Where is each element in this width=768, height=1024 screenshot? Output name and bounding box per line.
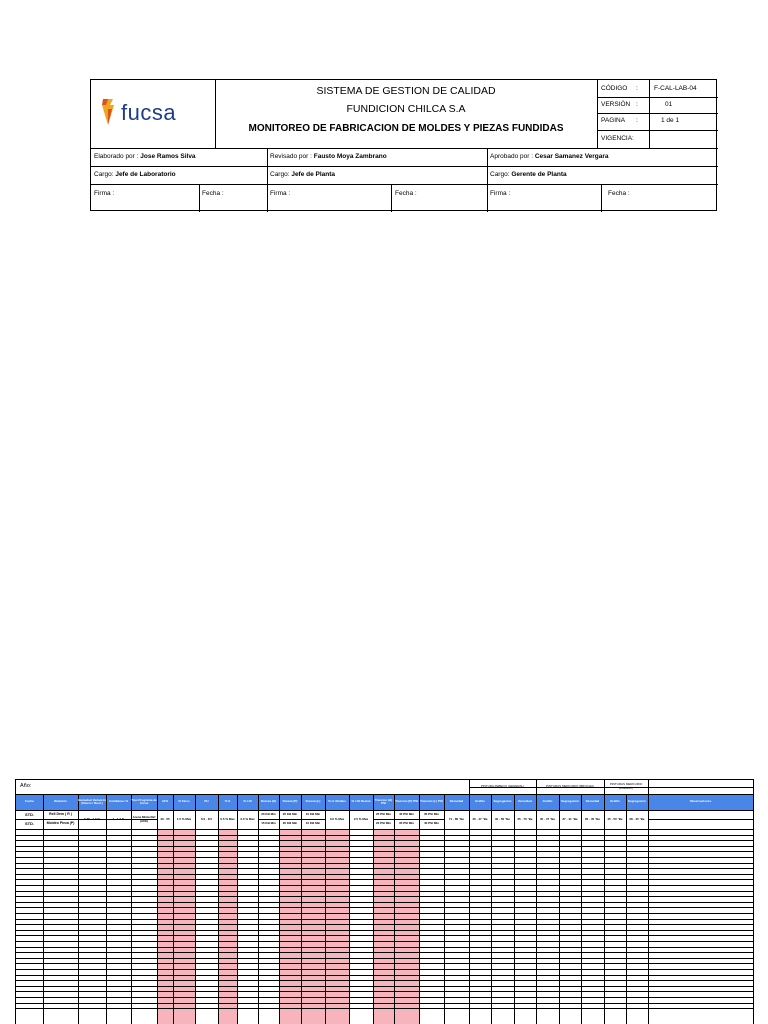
pagina-colon: : xyxy=(636,117,638,124)
table-row xyxy=(16,980,753,981)
fecha-field-1[interactable]: Fecha : xyxy=(202,190,224,197)
fecha-field-2[interactable]: Fecha : xyxy=(395,190,417,197)
std-value: 40 - 55 xyxy=(160,816,170,821)
table-row xyxy=(16,997,753,998)
highlight-column xyxy=(218,829,237,1024)
table-row xyxy=(16,863,753,864)
std-value: 10 KB Min xyxy=(305,821,321,826)
table-row xyxy=(16,919,753,920)
std-row-label: Rell Dem ( R ) xyxy=(49,811,72,816)
column-header: Densidad xyxy=(518,799,532,804)
version-value: 01 xyxy=(665,101,673,108)
column-header: % Finos xyxy=(178,799,190,804)
column-header: Grafito xyxy=(475,799,485,804)
column-header: Densidad xyxy=(585,799,600,804)
column-header: PH xyxy=(204,799,209,804)
column-header: Segregacion xyxy=(493,799,512,804)
highlight-column xyxy=(173,829,195,1024)
grid-line xyxy=(648,794,649,1024)
std-value: 35 PSI Min xyxy=(423,811,439,816)
column-header: Dureza (L) xyxy=(305,799,321,804)
title-company: FUNDICION CHILCA S.A xyxy=(346,103,466,115)
table-row xyxy=(16,963,753,964)
aprobado-field: Aprobado por : Cesar Samanez Vergara xyxy=(490,153,609,160)
table-row xyxy=(16,846,753,847)
codigo-label: CÓDIGO xyxy=(601,85,628,92)
std-value: 0.5 % Max xyxy=(220,816,235,821)
std-value: 20 PSI Min xyxy=(375,821,391,826)
table-row xyxy=(16,874,753,875)
group-header: PINTURA FEBECO (GENERAL) xyxy=(480,783,525,788)
std-value: 35 - 45 °Be xyxy=(584,816,601,821)
column-header: Fecha xyxy=(25,799,34,804)
column-header: AFS xyxy=(162,799,168,804)
table-row xyxy=(16,952,753,953)
column-header: Relación xyxy=(54,799,67,804)
std-value: 71 - 80 °Be xyxy=(448,816,465,821)
std-label: STD. xyxy=(24,821,35,827)
column-header: Densidad xyxy=(449,799,464,804)
std-value: 45 - 47 °Be xyxy=(539,816,556,821)
std-value: 37 - 41 °Be xyxy=(562,816,578,821)
title-document: MONITOREO DE FABRICACION DE MOLDES Y PIEZAS FUNDIDAS xyxy=(248,123,564,134)
highlight-column xyxy=(325,829,349,1024)
std-value: 28 - 45 °Be xyxy=(629,816,645,821)
vigencia-label: VIGENCIA: xyxy=(601,135,634,142)
table-row xyxy=(16,941,753,942)
std-value: 2.0 % Max xyxy=(240,816,255,821)
pagina-value: 1 de 1 xyxy=(661,117,680,124)
column-header: % S xyxy=(224,799,231,804)
cargo-lab-field: Cargo: Jefe de Laboratorio xyxy=(94,171,176,178)
grid-line xyxy=(648,780,649,794)
std-value: 2.5 % Max xyxy=(353,816,369,821)
pagina-label: PAGINA xyxy=(601,117,626,124)
table-row xyxy=(16,1003,753,1004)
logo-text: fucsa xyxy=(121,100,177,125)
table-row xyxy=(16,879,753,880)
table-row xyxy=(16,835,753,836)
column-header: Segregacion xyxy=(560,799,579,804)
std-value: 15 KB Min xyxy=(261,821,276,826)
column-header: Traccion (L) PSI xyxy=(420,799,443,804)
column-header: Tipo Programa de Arena xyxy=(131,797,157,805)
highlight-column xyxy=(301,829,325,1024)
std-value: 45 - 50 °Be xyxy=(607,816,623,821)
std-label: STD. xyxy=(24,811,35,817)
std-value: 45 - 47 °Be xyxy=(472,816,488,821)
column-header: % H. Moldeo xyxy=(328,799,346,804)
table-row xyxy=(16,930,753,931)
elaborado-field: Elaborado por : Jose Ramos Silva xyxy=(94,153,196,160)
std-value: 20 KB Min xyxy=(282,821,298,826)
cargo-planta-field: Cargo: Jefe de Planta xyxy=(270,171,336,178)
column-header: Traccion (H) PSI xyxy=(374,797,393,805)
column-header: Dureza (H) xyxy=(260,799,276,804)
table-row xyxy=(16,986,753,987)
std-value: 40 PSI Min xyxy=(398,811,414,816)
document-header xyxy=(90,79,717,211)
column-header: % LOI Resina xyxy=(351,799,371,804)
title-system: SISTEMA DE GESTION DE CALIDAD xyxy=(316,85,496,97)
table-row xyxy=(16,907,753,908)
column-header: Grafito xyxy=(610,799,620,804)
column-header: Dureza (P) xyxy=(282,799,298,804)
grid-line xyxy=(648,819,753,820)
column-header: Grafito xyxy=(542,799,553,804)
std-value: 0.75 - 1.3 % xyxy=(83,816,101,821)
std-value: 35 - 70 °Be xyxy=(517,816,533,821)
table-row xyxy=(16,885,753,886)
table-row xyxy=(16,840,753,841)
fucsa-flame-logo-icon xyxy=(101,99,115,125)
version-colon: : xyxy=(636,101,638,108)
group-header: PINTURAS MERCURIO (LAVADO) xyxy=(609,782,643,790)
std-value: 25 PSI Min xyxy=(375,811,391,816)
cargo-gerente-field: Cargo: Gerente de Planta xyxy=(490,171,567,178)
firma-field-3[interactable]: Firma : xyxy=(490,190,511,197)
std-value: 3.0 % Max xyxy=(329,816,345,821)
column-header: % LOI xyxy=(243,799,252,804)
monitoring-table xyxy=(15,779,754,1024)
column-header: Humedad Variación (Nuevo / Reut.) xyxy=(78,797,106,805)
std-value: 25 KB Min xyxy=(282,811,298,816)
table-row xyxy=(16,958,753,959)
table-row xyxy=(16,913,753,914)
fecha-field-3[interactable]: Fecha : xyxy=(608,190,630,197)
group-header: PINTURAS MERCURIO (BROCHA) xyxy=(545,783,594,788)
table-row xyxy=(16,969,753,970)
version-label: VERSIÓN xyxy=(601,101,631,108)
grid-line xyxy=(16,829,753,830)
firma-field-1[interactable]: Firma : xyxy=(94,190,115,197)
highlight-column xyxy=(373,829,394,1024)
table-row xyxy=(16,947,753,948)
column-header: Traccion (P) PSI xyxy=(395,799,418,804)
table-row xyxy=(16,896,753,897)
table-row xyxy=(16,868,753,869)
std-row-label: Moldeo Pieza (P) xyxy=(46,821,75,826)
std-value: 1 - 1.2 % xyxy=(112,816,125,821)
highlight-column xyxy=(157,829,173,1024)
std-value: 1.5 % Max xyxy=(176,816,192,821)
table-row xyxy=(16,902,753,903)
column-header: Cotidianeo % xyxy=(108,799,128,804)
revisado-field: Revisado por : Fausto Moya Zambrano xyxy=(270,153,387,160)
column-header: Observaciones xyxy=(689,799,712,804)
table-row xyxy=(16,891,753,892)
table-row xyxy=(16,924,753,925)
table-row xyxy=(16,857,753,858)
anio-label: Año: xyxy=(20,783,32,789)
std-value: 6.5 - 8.5 xyxy=(200,816,212,821)
table-row xyxy=(16,935,753,936)
highlight-column xyxy=(394,829,419,1024)
table-row xyxy=(16,851,753,852)
firma-field-2[interactable]: Firma : xyxy=(270,190,291,197)
std-value: 35 PSI Min xyxy=(398,821,414,826)
codigo-value: F-CAL-LAB-04 xyxy=(654,85,697,92)
std-value: Arena Mixta Ref (ACE) xyxy=(132,815,156,823)
codigo-colon: : xyxy=(636,85,638,92)
std-value: 40 PSI Min xyxy=(423,821,439,826)
highlight-column xyxy=(279,829,301,1024)
column-header: Segregacion xyxy=(627,799,646,804)
table-row xyxy=(16,991,753,992)
table-row xyxy=(16,1008,753,1009)
std-value: 10 KB Min xyxy=(305,811,321,816)
table-row xyxy=(16,975,753,976)
std-value: 20 KB Min xyxy=(261,811,276,816)
std-value: 40 - 50 °Be xyxy=(494,816,511,821)
